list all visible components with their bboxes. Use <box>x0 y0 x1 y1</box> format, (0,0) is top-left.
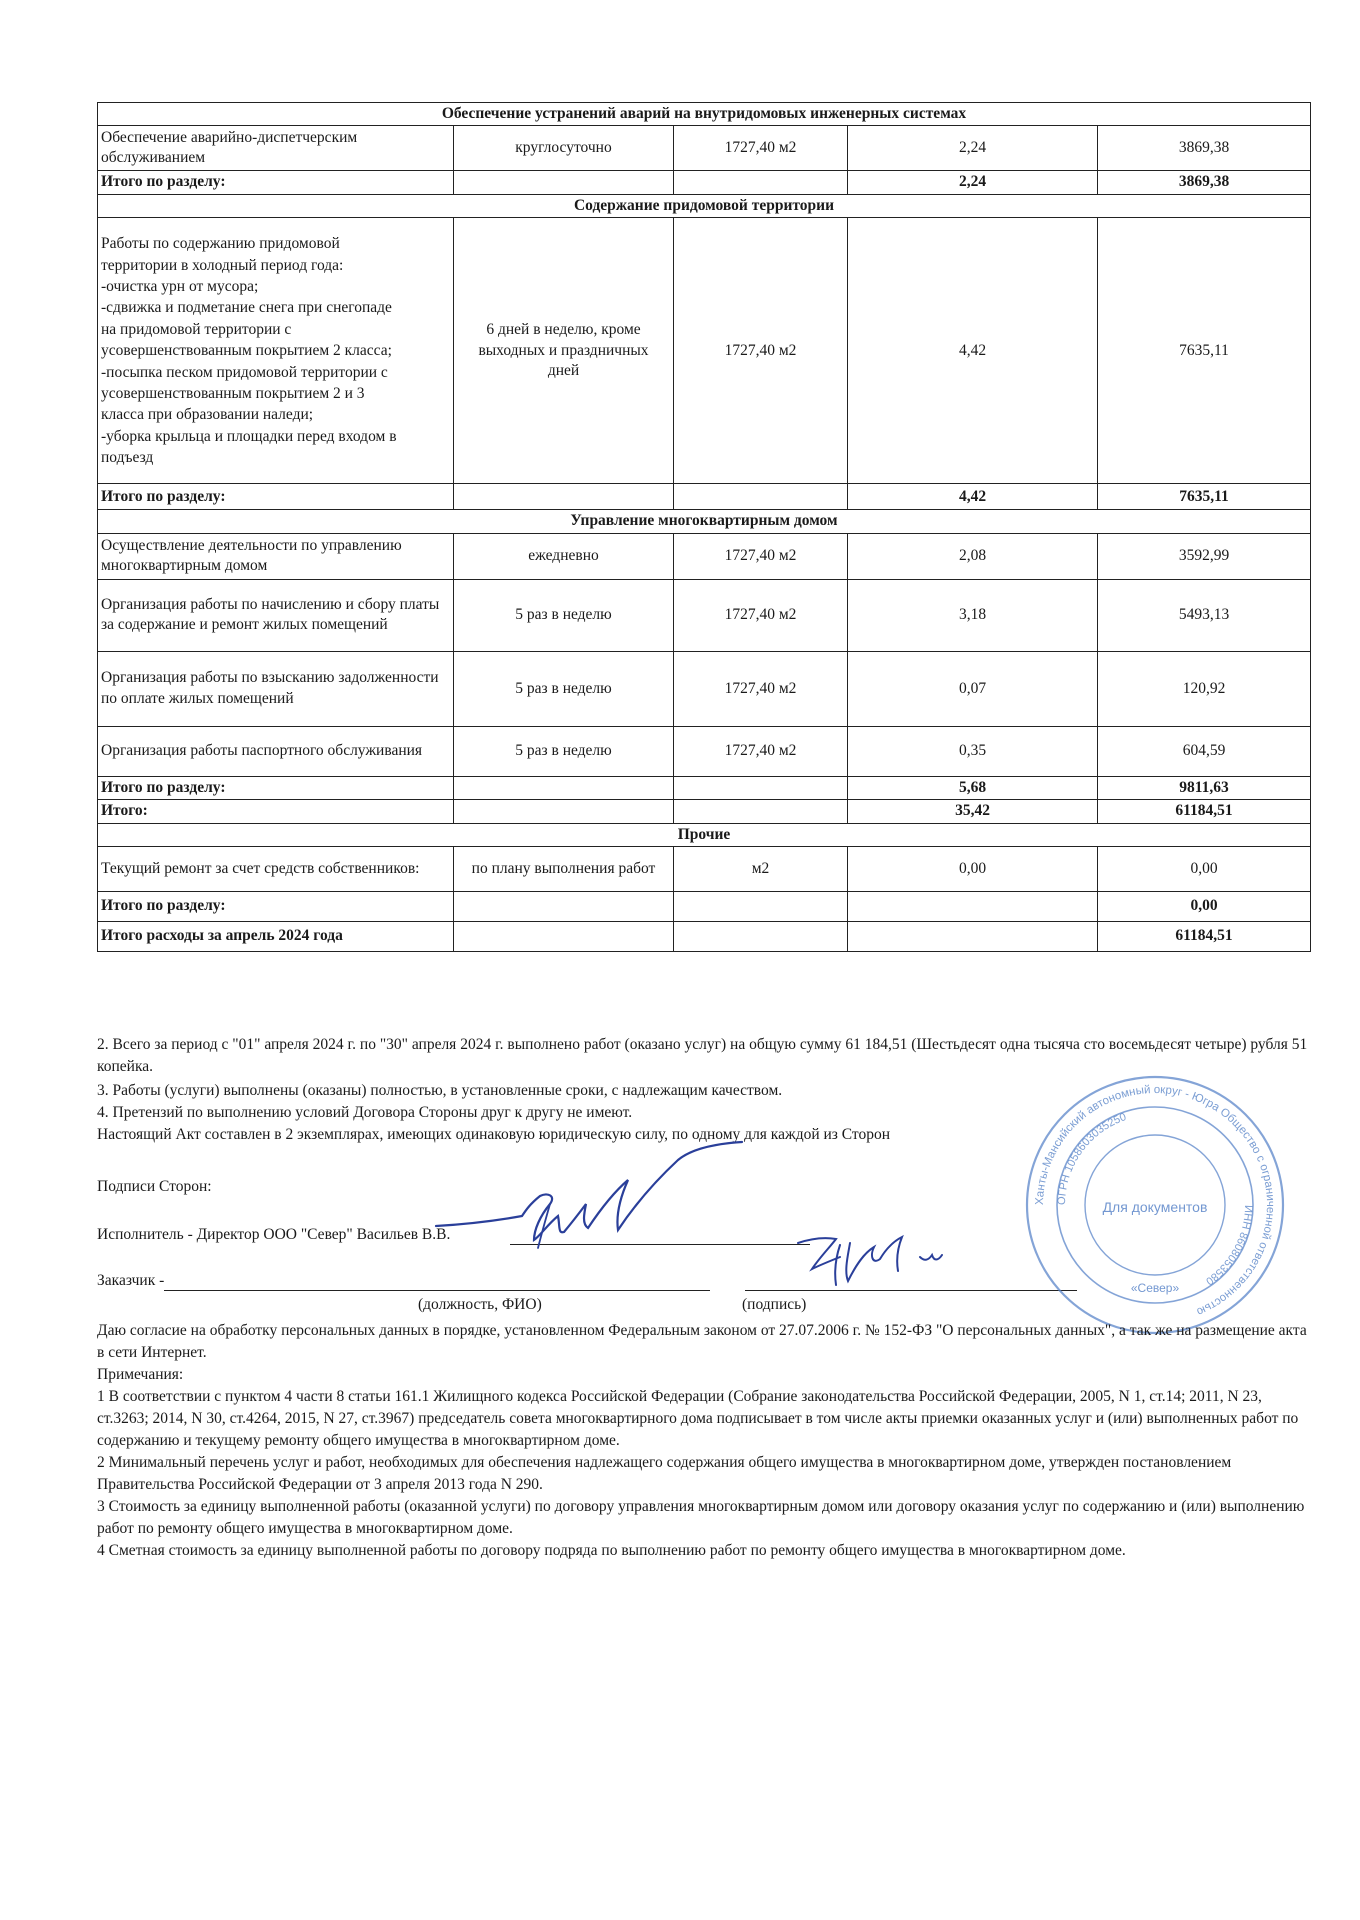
service-name <box>98 218 454 484</box>
service-periodicity: круглосуточно <box>454 126 674 171</box>
service-periodicity: 5 раз в неделю <box>454 726 674 776</box>
service-periodicity: 5 раз в неделю <box>454 651 674 726</box>
service-name: Обеспечение аварийно-диспетчерским обслуживанием <box>98 126 454 171</box>
section-title: Обеспечение устранений аварий на внутридомовых инженерных системах <box>98 103 1311 126</box>
services-table <box>97 102 1311 952</box>
paragraph-copies: Настоящий Акт составлен в 2 экземплярах, имеющих одинаковую юридическую силу, по одному для каждой из Сторон <box>97 1126 891 1143</box>
service-name-line: класса при образовании наледи; <box>101 406 314 424</box>
service-rate: 2,24 <box>848 126 1098 171</box>
service-name: Организация работы по начислению и сбору платы за содержание и ремонт жилых помещений <box>98 579 454 651</box>
service-area: м2 <box>674 847 848 892</box>
total-cost: 0,00 <box>1098 892 1311 922</box>
stamp-center-text: Для документов <box>1102 1199 1208 1215</box>
table-row <box>98 726 1311 776</box>
service-name-line: усовершенствованным покрытием 2 и 3 <box>101 384 365 402</box>
service-name: Организация работы паспортного обслуживания <box>98 726 454 776</box>
section-total-row <box>98 776 1311 799</box>
service-rate: 2,08 <box>848 533 1098 579</box>
grand-total-rate: 35,42 <box>848 800 1098 823</box>
company-stamp <box>1020 1070 1290 1340</box>
notes-title: Примечания: <box>97 1366 184 1383</box>
customer-signature <box>790 1225 970 1295</box>
section-total-row <box>98 171 1311 194</box>
service-rate: 3,18 <box>848 579 1098 651</box>
total-label: Итого по разделу: <box>98 776 454 799</box>
service-area: 1727,40 м2 <box>674 218 848 484</box>
service-cost: 3869,38 <box>1098 126 1311 171</box>
total-cost: 3869,38 <box>1098 171 1311 194</box>
service-name-line: -посыпка песком придомовой территории с <box>101 363 388 381</box>
grand-total-cost: 61184,51 <box>1098 800 1311 823</box>
table-row <box>98 218 1311 484</box>
april-total-label: Итого расходы за апрель 2024 года <box>98 922 454 952</box>
service-name: Текущий ремонт за счет средств собственников: <box>98 847 454 892</box>
note-1: 1 В соответствии с пунктом 4 части 8 статьи 161.1 Жилищного кодекса Российской Федерации (Собрание законодательства Российской Федерации, 2005, N 1, ст.14; 2011, N 23, ст.3263; 2014, N 30, ст.4264, 2015, N 27, ст.3967) председатель совета многоквартирного дома подписывает в том числе акты приемки оказанных услуг и (или) выполненных работ по содержанию и текущему ремонту общего имущества в многоквартирном доме. <box>97 1388 1299 1449</box>
grand-total-label: Итого: <box>98 800 454 823</box>
service-name-line: Работы по содержанию придомовой <box>101 235 340 253</box>
section-header <box>98 823 1311 846</box>
customer-label: Заказчик - <box>97 1272 165 1289</box>
service-rate: 4,42 <box>848 218 1098 484</box>
table-row <box>98 126 1311 171</box>
consent-and-notes <box>97 1320 1312 1562</box>
service-cost: 0,00 <box>1098 847 1311 892</box>
total-label: Итого по разделу: <box>98 892 454 922</box>
service-cost: 7635,11 <box>1098 218 1311 484</box>
consent-paragraph: Даю согласие на обработку персональных данных в порядке, установленном Федеральным законом от 27.07.2006 г. № 152-ФЗ "О персональных данных", а так же на размещение акта в сети Интернет. <box>97 1322 1307 1361</box>
total-cost: 7635,11 <box>1098 484 1311 510</box>
position-caption: (должность, ФИО) <box>418 1296 542 1313</box>
total-label: Итого по разделу: <box>98 484 454 510</box>
signatures-title: Подписи Сторон: <box>97 1178 212 1195</box>
service-area: 1727,40 м2 <box>674 651 848 726</box>
paragraph-quality: 3. Работы (услуги) выполнены (оказаны) полностью, в установленные сроки, с надлежащим качеством. <box>97 1082 783 1099</box>
executor-line: Исполнитель - Директор ООО "Север" Васильев В.В. <box>97 1226 451 1243</box>
april-total-row <box>98 922 1311 952</box>
service-periodicity: 6 дней в неделю, кроме выходных и праздничных дней <box>454 218 674 484</box>
stamp-company-name: «Север» <box>1130 1281 1180 1295</box>
signature-caption: (подпись) <box>742 1296 807 1313</box>
service-cost: 120,92 <box>1098 651 1311 726</box>
service-area: 1727,40 м2 <box>674 126 848 171</box>
paragraph-no-claims: 4. Претензий по выполнению условий Договора Стороны друг к другу не имеют. <box>97 1104 633 1121</box>
total-rate: 2,24 <box>848 171 1098 194</box>
section-title: Прочие <box>98 823 1311 846</box>
total-rate: 4,42 <box>848 484 1098 510</box>
table-row <box>98 533 1311 579</box>
note-2: 2 Минимальный перечень услуг и работ, необходимых для обеспечения надлежащего содержания общего имущества в многоквартирном доме, утвержден постановлением Правительства Российской Федерации от 3 апреля 2013 года N 290. <box>97 1454 1232 1493</box>
paragraph-total-sum: 2. Всего за период с "01" апреля 2024 г. по "30" апреля 2024 г. выполнено работ (оказано услуг) на общую сумму 61 184,51 (Шестьдесят одна тысяча сто восемьдесят четыре) рубля 51 копейка. <box>97 1036 1308 1075</box>
total-rate: 5,68 <box>848 776 1098 799</box>
service-name-line: подъезд <box>101 449 154 467</box>
service-rate: 0,00 <box>848 847 1098 892</box>
service-rate: 0,35 <box>848 726 1098 776</box>
grand-total-row <box>98 800 1311 823</box>
service-periodicity: ежедневно <box>454 533 674 579</box>
service-area: 1727,40 м2 <box>674 579 848 651</box>
service-name-line: территории в холодный период года: <box>101 256 344 274</box>
section-header <box>98 103 1311 126</box>
table-row <box>98 579 1311 651</box>
service-name: Осуществление деятельности по управлению многоквартирным домом <box>98 533 454 579</box>
table-row <box>98 847 1311 892</box>
service-cost: 3592,99 <box>1098 533 1311 579</box>
service-name-line: -сдвижка и подметание снега при снегопаде <box>101 299 392 317</box>
section-header <box>98 194 1311 217</box>
service-name-line: -уборка крыльца и площадки перед входом в <box>101 427 397 445</box>
section-total-row <box>98 484 1311 510</box>
note-4: 4 Сметная стоимость за единицу выполненной работы по договору подряда по выполнению работ по ремонту общего имущества в многоквартирном доме. <box>97 1542 1126 1559</box>
executor-signature <box>430 1140 750 1300</box>
total-label: Итого по разделу: <box>98 171 454 194</box>
service-name-line: усовершенствованным покрытием 2 класса; <box>101 342 392 360</box>
section-title: Содержание придомовой территории <box>98 194 1311 217</box>
service-name-line: -очистка урн от мусора; <box>101 278 259 296</box>
service-area: 1727,40 м2 <box>674 726 848 776</box>
service-name: Организация работы по взысканию задолженности по оплате жилых помещений <box>98 651 454 726</box>
service-periodicity: по плану выполнения работ <box>454 847 674 892</box>
service-name-line: на придомовой территории с <box>101 320 292 338</box>
service-area: 1727,40 м2 <box>674 533 848 579</box>
stamp-ogrn: ОГРН 1058603035250 <box>1055 1111 1128 1206</box>
april-total-cost: 61184,51 <box>1098 922 1311 952</box>
service-cost: 604,59 <box>1098 726 1311 776</box>
stamp-inn: ИНН 8608053580 <box>1203 1204 1255 1288</box>
note-3: 3 Стоимость за единицу выполненной работы (оказанной услуги) по договору управления многоквартирным домом или договору оказания услуг по содержанию и (или) выполнению работ по ремонту общего имущества в многоквартирном доме. <box>97 1498 1305 1537</box>
stamp-outer-text: Ханты-Мансийский автономный округ - Югра Общество с ограниченной ответственностью <box>1033 1083 1277 1318</box>
table-row <box>98 651 1311 726</box>
section-header <box>98 510 1311 533</box>
service-cost: 5493,13 <box>1098 579 1311 651</box>
section-title: Управление многоквартирным домом <box>98 510 1311 533</box>
service-periodicity: 5 раз в неделю <box>454 579 674 651</box>
service-rate: 0,07 <box>848 651 1098 726</box>
total-cost: 9811,63 <box>1098 776 1311 799</box>
section-total-row <box>98 892 1311 922</box>
